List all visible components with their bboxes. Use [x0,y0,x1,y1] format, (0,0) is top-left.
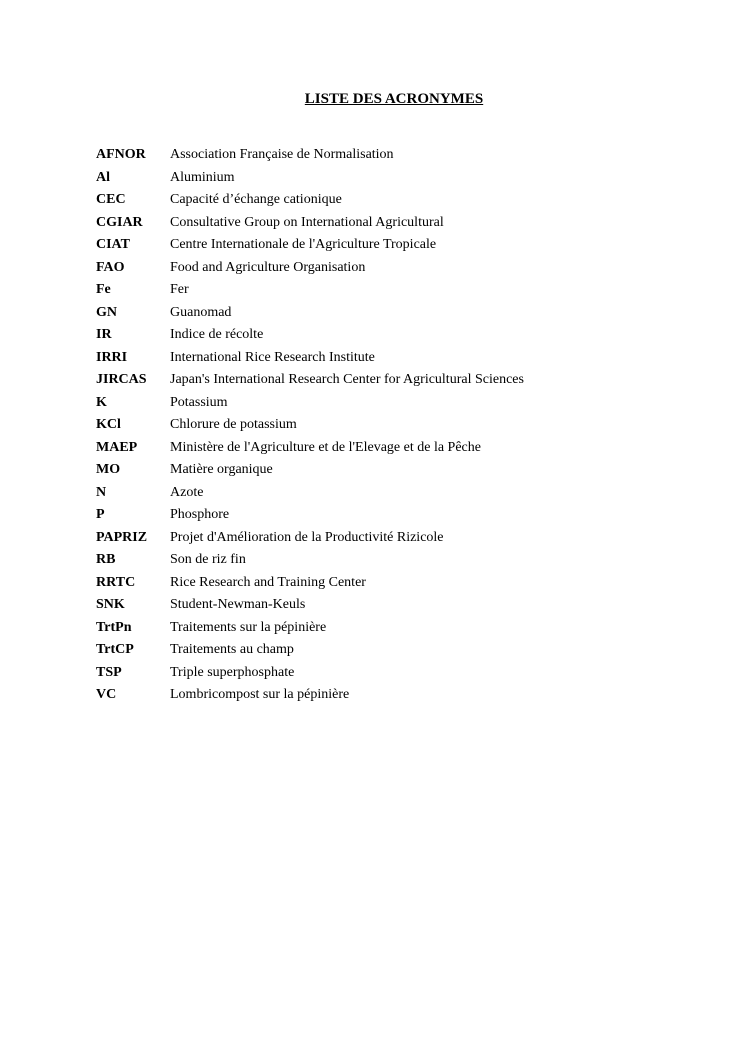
acronym-definition: Aluminium [170,169,235,185]
acronym-definition: Chlorure de potassium [170,417,297,432]
acronym-row [96,505,696,528]
acronym-abbreviation: FAO [96,259,125,275]
acronym-abbreviation: CGIAR [96,214,143,230]
acronym-definition: Guanomad [170,304,232,320]
acronym-row [96,280,696,303]
acronym-abbreviation: GN [96,304,117,320]
acronym-row [96,415,696,438]
acronym-definition: Traitements au champ [170,642,294,657]
acronym-row [96,595,696,618]
acronym-row [96,168,696,191]
acronym-definition: Phosphore [170,507,230,522]
acronym-definition: Ministère de l'Agriculture et de l'Elevage et de la Pêche [170,439,481,455]
acronym-abbreviation: JIRCAS [96,372,147,387]
acronym-row [96,550,696,573]
acronym-abbreviation: TSP [96,664,122,680]
acronym-definition: Fer [170,282,189,297]
acronym-row [96,348,696,371]
acronym-abbreviation: IR [96,327,112,342]
acronym-definition: Son de riz fin [170,552,246,567]
acronym-definition: Food and Agriculture Organisation [170,259,366,275]
acronym-row [96,685,696,708]
acronym-definition: Japan's International Research Center for Agricultural Sciences [170,372,524,387]
acronym-abbreviation: Fe [96,282,111,297]
acronym-list [96,145,696,708]
acronym-definition: Student-Newman-Keuls [170,597,306,612]
acronym-row [96,528,696,551]
acronym-abbreviation: MO [96,462,121,477]
acronym-abbreviation: CIAT [96,237,130,252]
acronym-abbreviation: K [96,394,107,410]
acronym-definition: Potassium [170,394,228,410]
acronym-abbreviation: TrtCP [96,642,134,657]
acronym-abbreviation: PAPRIZ [96,529,148,545]
acronym-abbreviation: P [96,507,105,522]
acronym-abbreviation: VC [96,687,117,702]
acronym-row [96,618,696,641]
acronym-definition: Projet d'Amélioration de la Productivité Rizicole [170,529,444,545]
acronym-row [96,438,696,461]
acronym-definition: Lombricompost sur la pépinière [170,687,350,702]
acronym-definition: Rice Research and Training Center [170,574,366,590]
acronym-abbreviation: KCl [96,417,121,432]
acronym-row [96,640,696,663]
acronym-definition: Association Française de Normalisation [170,147,394,162]
acronym-definition: Capacité d’échange cationique [170,192,342,207]
acronym-row [96,325,696,348]
acronym-row [96,190,696,213]
acronym-abbreviation: N [96,484,107,500]
acronym-abbreviation: CEC [96,192,126,207]
acronym-abbreviation: IRRI [96,349,128,365]
acronym-abbreviation: RRTC [96,574,136,590]
page-title: LISTE DES ACRONYMES [304,91,484,107]
acronym-definition: Traitements sur la pépinière [170,619,327,635]
acronym-abbreviation: MAEP [96,439,138,455]
acronym-definition: Consultative Group on International Agricultural [170,214,444,230]
acronym-row [96,258,696,281]
acronym-row [96,573,696,596]
acronym-definition: Matière organique [170,462,273,477]
acronym-definition: Azote [170,484,204,500]
acronym-row [96,393,696,416]
acronym-row [96,370,696,393]
acronym-row [96,145,696,168]
acronym-abbreviation: SNK [96,597,125,612]
acronym-row [96,460,696,483]
acronym-abbreviation: TrtPn [96,619,132,635]
acronym-definition: Triple superphosphate [170,664,295,680]
acronym-definition: Centre Internationale de l'Agriculture Tropicale [170,237,437,252]
acronym-definition: International Rice Research Institute [170,349,375,365]
acronym-row [96,235,696,258]
acronym-abbreviation: Al [96,169,110,185]
acronym-row [96,303,696,326]
acronym-row [96,663,696,686]
acronym-row [96,483,696,506]
acronym-row [96,213,696,236]
acronym-abbreviation: AFNOR [96,147,146,162]
acronym-abbreviation: RB [96,552,116,567]
acronym-definition: Indice de récolte [170,327,264,342]
